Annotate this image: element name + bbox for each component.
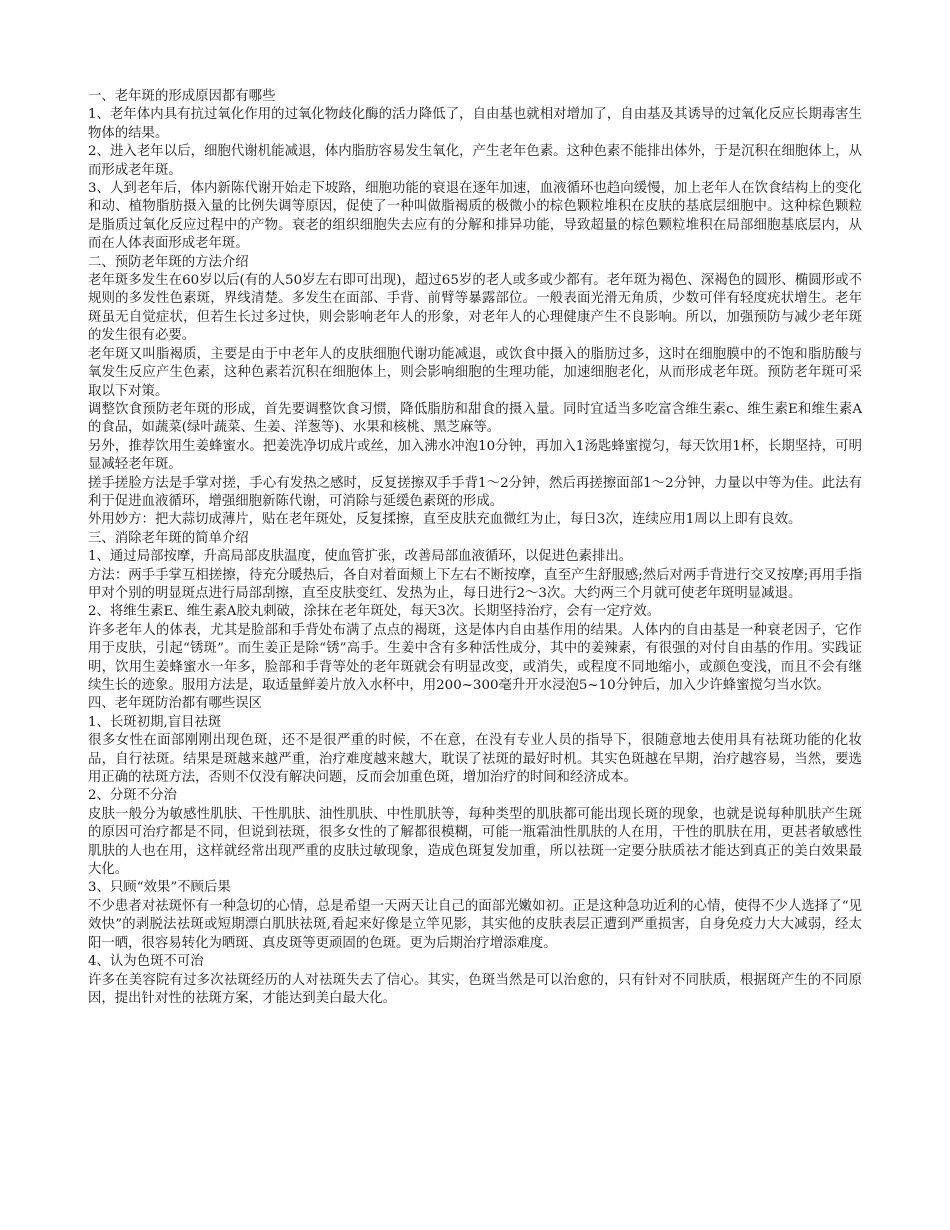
- section-heading-4: 四、老年斑防治都有哪些误区: [88, 696, 263, 712]
- paragraph: 3、人到老年后，体内新陈代谢开始走下坡路，细胞功能的衰退在逐年加速，血液循环也趋向缓慢，加上老年人在饮食结构上的变化和动、植物脂肪摄入量的比例失调等原因，促使了一种叫做脂褐质的极微小的棕色颗粒堆积在皮肤的基底层细胞中。这种棕色颗粒是脂质过氧化反应过程中的产物。衰老的组织细胞失去应有的分解和排异功能，导致超量的棕色颗粒堆积在局部细胞基底层内，从而在人体表面形成老年斑。: [88, 181, 862, 252]
- section-heading-1: 一、老年斑的形成原因都有哪些: [88, 89, 276, 104]
- paragraph: 很多女性在面部刚刚出现色斑，还不是很严重的时候，不在意，在没有专业人员的指导下，很随意地去使用具有祛斑功能的化妆品，自行祛斑。结果是斑越来越严重，治疗难度越来越大，耽误了祛斑的最好时机。其实色斑越在早期，治疗越容易，当然，要选用正确的祛斑方法，否则不仅没有解决问题，反而会加重色斑，增加治疗的时间和经济成本。: [88, 733, 862, 786]
- paragraph: 2、进入老年以后，细胞代谢机能减退，体内脂肪容易发生氧化，产生老年色素。这种色素不能排出体外，于是沉积在细胞体上，从而形成老年斑。: [88, 144, 862, 178]
- paragraph: 1、通过局部按摩，升高局部皮肤温度，使血管扩张，改善局部血液循环，以促进色素排出。: [88, 549, 633, 565]
- paragraph: 皮肤一般分为敏感性肌肤、干性肌肤、油性肌肤、中性肌肤等，每种类型的肌肤都可能出现长斑的现象，也就是说每种肌肤产生斑的原因可治疗都是不同，但说到祛斑，很多女性的了解都很模糊，可能一瓶霜油性肌肤的人在用，干性的肌肤在用，更甚者敏感性肌肤的人也在用，这样就经常出现严重的皮肤过敏现象，造成色斑复发加重，所以祛斑一定要分肤质祛才能达到真正的美白效果最大化。: [88, 806, 862, 878]
- paragraph: 另外，推荐饮用生姜蜂蜜水。把姜洗净切成片或丝，加入沸水冲泡10分钟，再加入1汤匙蜂蜜搅匀，每天饮用1杯，长期坚持，可明显减轻老年斑。: [88, 438, 862, 473]
- paragraph: 外用妙方：把大蒜切成薄片，贴在老年斑处，反复揉擦，直至皮肤充血微红为止，每日3次，连续应用1周以上即有良效。: [88, 512, 802, 528]
- document-body: [88, 88, 862, 1008]
- paragraph: 搓手搓脸方法是手掌对搓，手心有发热之感时，反复搓擦双手手背1～2分钟，然后再搓擦面部1～2分钟，力量以中等为佳。此法有利于促进血液循环，增强细胞新陈代谢，可消除与延缓色素斑的形成。: [88, 475, 862, 509]
- paragraph: 许多在美容院有过多次祛斑经历的人对祛斑失去了信心。其实，色斑当然是可以治愈的，只有针对不同肤质，根据斑产生的不同原因，提出针对性的祛斑方案，才能达到美白最大化。: [88, 972, 862, 1006]
- section-heading-3: 三、消除老年斑的简单介绍: [88, 530, 249, 546]
- paragraph: 方法：两手手掌互相搓擦，待充分暖热后，各自对着面颊上下左右不断按摩，直至产生舒服感;然后对两手背进行交叉按摩;再用手指甲对个别的明显斑点进行局部刮擦，直至皮肤变红、发热为止，每日进行2～3次。大约两三个月就可使老年斑明显减退。: [88, 567, 862, 601]
- paragraph: 老年斑多发生在60岁以后(有的人50岁左右即可出现)，超过65岁的老人或多或少都有。老年斑为褐色、深褐色的圆形、椭圆形或不规则的多发性色素斑，界线清楚。多发生在面部、手背、前臂等暴露部位。一般表面光滑无角质，少数可伴有轻度疣状增生。老年斑虽无自觉症状，但若生长过多过快，则会影响老年人的形象，对老年人的心理健康产生不良影响。所以，加强预防与减少老年斑的发生很有必要。: [88, 273, 862, 344]
- paragraph: 不少患者对祛斑怀有一种急切的心情，总是希望一天两天让自己的面部光嫩如初。正是这种急功近利的心情，使得不少人选择了“见效快”的剥脱法祛斑或短期漂白肌肤祛斑,看起来好像是立竿见影，其实他的皮肤表层正遭到严重损害，自身免疫力大大减弱，经太阳一晒，很容易转化为晒斑、真皮斑等更顽固的色斑。更为后期治疗增添难度。: [88, 898, 862, 951]
- subheading: 2、分斑不分治: [88, 788, 177, 804]
- paragraph: 调整饮食预防老年斑的形成，首先要调整饮食习惯，降低脂肪和甜食的摄入量。同时宜适当多吃富含维生素c、维生素E和维生素A的食品，如蔬菜(绿叶蔬菜、生姜、洋葱等)、水果和核桃、黑芝麻等。: [88, 401, 862, 436]
- subheading: 3、只顾“效果”不顾后果: [88, 880, 231, 896]
- paragraph: 老年斑又叫脂褐质，主要是由于中老年人的皮肤细胞代谢功能减退，或饮食中摄入的脂肪过多，这时在细胞膜中的不饱和脂肪酸与氧发生反应产生色素，这种色素若沉积在细胞体上，则会影响细胞的生理功能，加速细胞老化，从而形成老年斑。预防老年斑可采取以下对策。: [88, 346, 862, 399]
- subheading: 4、认为色斑不可治: [88, 954, 204, 970]
- paragraph: 1、老年体内具有抗过氧化作用的过氧化物歧化酶的活力降低了，自由基也就相对增加了，自由基及其诱导的过氧化反应长期毒害生物体的结果。: [88, 107, 862, 141]
- paragraph: 许多老年人的体表，尤其是脸部和手背处布满了点点的褐斑，这是体内自由基作用的结果。人体内的自由基是一种衰老因子，它作用于皮肤，引起“锈斑”。而生姜正是除“锈”高手。生姜中含有多种活性成分，其中的姜辣素，有很强的对付自由基的作用。实践证明，饮用生姜蜂蜜水一年多，脸部和手背等处的老年斑就会有明显改变，或消失，或程度不同地缩小，或颜色变浅，而且不会有继续生长的迹象。服用方法是，取适量鲜姜片放入水杯中，用200~300毫升开水浸泡5~10分钟后，加入少许蜂蜜搅匀当水饮。: [88, 622, 862, 693]
- subheading: 1、长斑初期,盲目祛斑: [88, 714, 222, 730]
- section-heading-2: 二、预防老年斑的方法介绍: [88, 254, 249, 270]
- paragraph: 2、将维生素E、维生素A胶丸刺破，涂抹在老年斑处，每天3次。长期坚持治疗，会有一定疗效。: [88, 604, 661, 620]
